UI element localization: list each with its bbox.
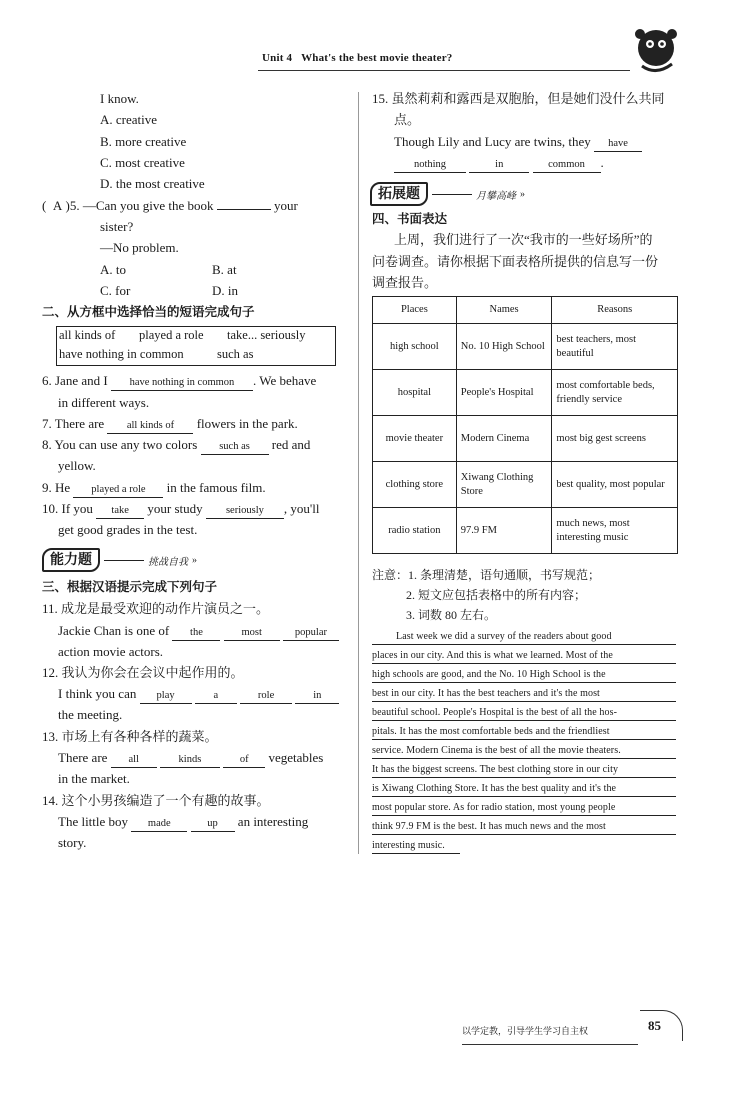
footer-slogan: 以学定教，引导学生学习自主权 (462, 1027, 589, 1037)
table-header: Names (456, 297, 552, 324)
q5-option-c: C. for (100, 283, 131, 298)
q14-answer-2: up (191, 817, 235, 832)
survey-table (372, 296, 678, 554)
q11-line (58, 622, 339, 641)
table-cell: No. 10 High School (456, 324, 552, 370)
q8-pre: 8. You can use any two colors (42, 437, 198, 452)
footer-divider (462, 1044, 638, 1045)
q12-answer-1: play (140, 689, 192, 704)
q10-answer-2: seriously (206, 504, 284, 519)
q9-line (42, 479, 266, 498)
essay-line: is Xiwang Clothing Store. It has the best quality and it's the (372, 782, 676, 797)
q5-option-d: D. in (212, 283, 238, 298)
page-header (262, 52, 453, 64)
page-number-arc (640, 1010, 683, 1041)
essay-line: interesting music. (372, 839, 460, 854)
essay-line: pitals. It has the most comfortable beds and the friendliest (372, 725, 676, 740)
q12-pre: I think you can (58, 686, 137, 701)
page-number: 85 (648, 1018, 661, 1033)
q5-stem-tail: your (274, 198, 298, 213)
q10-cont: get good grades in the test. (58, 522, 198, 537)
double-chevron-icon: » (192, 554, 197, 566)
q12-line (58, 685, 339, 704)
table-row (373, 370, 678, 416)
table-cell: radio station (373, 508, 457, 554)
banner-dash (432, 194, 472, 195)
q5-option-a: A. to (100, 262, 126, 277)
q11-cont: action movie actors. (58, 644, 164, 659)
q5-line: ( A )5. —Can you give the book your (42, 198, 298, 213)
q10-pre: 10. If you (42, 501, 93, 516)
q14-pre: The little boy (58, 814, 129, 829)
q11-answer-3: popular (283, 626, 339, 641)
q5-stem-cont: sister? (100, 219, 134, 234)
q15-cn-2: 点。 (394, 112, 421, 127)
column-divider (358, 92, 359, 854)
q13-answer-3: of (223, 753, 265, 768)
q8-line (42, 436, 310, 455)
q13-post: vegetables (268, 750, 324, 765)
phrase-item: have nothing in common (59, 347, 184, 361)
table-row (373, 462, 678, 508)
section3-title: 三、根据汉语提示完成下列句子 (42, 579, 218, 594)
q7-post: flowers in the park. (196, 416, 298, 431)
ability-banner (42, 548, 197, 572)
q10-post: , you'll (283, 501, 320, 516)
q5-reply: —No problem. (100, 240, 179, 255)
table-cell: Modern Cinema (456, 416, 552, 462)
q4-option-d: D. the most creative (100, 176, 205, 191)
unit-label: Unit 4 (262, 52, 293, 64)
q4-stem: I know. (100, 91, 139, 106)
q11-answer-2: most (224, 626, 280, 641)
table-cell: clothing store (373, 462, 457, 508)
phrase-item: such as (217, 347, 254, 361)
q14-cont: story. (58, 835, 87, 850)
q14-post: an interesting (237, 814, 309, 829)
q10-mid: your study (147, 501, 203, 516)
essay-line: beautiful school. People's Hospital is the best of all the hos- (372, 706, 676, 721)
q7-pre: 7. There are (42, 416, 105, 431)
q8-cont: yellow. (58, 458, 96, 473)
q5-option-b: B. at (212, 262, 237, 277)
q9-pre: 9. He (42, 480, 71, 495)
table-cell: 97.9 FM (456, 508, 552, 554)
essay-line: most popular store. As for radio station, most young people (372, 801, 676, 816)
q15-line-2 (394, 154, 604, 173)
double-chevron-icon: » (520, 188, 525, 200)
q12-answer-3: role (240, 689, 292, 704)
section2-title: 二、从方框中选择恰当的短语完成句子 (42, 304, 255, 319)
table-header: Reasons (552, 297, 678, 324)
section4-title: 四、书面表达 (372, 211, 448, 226)
q10-line (42, 500, 320, 519)
q15-pre: Though Lily and Lucy are twins, they (394, 134, 591, 149)
q14-cn: 14. 这个小男孩编造了一个有趣的故事。 (42, 793, 270, 808)
q12-cont: the meeting. (58, 707, 123, 722)
q9-post: in the famous film. (166, 480, 266, 495)
essay-line: high schools are good, and the No. 10 High School is the (372, 668, 676, 683)
table-cell: movie theater (373, 416, 457, 462)
q12-answer-4: in (295, 689, 339, 704)
q15-answer-4: common (533, 158, 601, 173)
table-header: Places (373, 297, 457, 324)
q15-cn-1: 15. 虽然莉莉和露西是双胞胎，但是她们没什么共同 (372, 91, 665, 106)
section4-prompt-2: 问卷调查。请你根据下面表格所提供的信息写一份 (372, 254, 659, 269)
q13-line (58, 749, 323, 768)
phrase-item: played a role (139, 328, 204, 342)
q15-post: . (600, 155, 604, 170)
q6-line (42, 372, 316, 391)
table-cell: best teachers, most beautiful (552, 324, 678, 370)
essay-line: Last week we did a survey of the readers about good (372, 630, 676, 645)
ability-banner-title: 能力题 (42, 548, 100, 572)
essay-line: places in our city. And this is what we learned. Most of the (372, 649, 676, 664)
table-cell: hospital (373, 370, 457, 416)
q5-answer: A (52, 198, 63, 213)
q9-answer: played a role (73, 483, 163, 498)
table-cell: much news, most interesting music (552, 508, 678, 554)
ability-banner-sub: 挑战自我 (148, 556, 188, 568)
table-cell: Xiwang Clothing Store (456, 462, 552, 508)
q14-answer-1: made (131, 817, 187, 832)
q4-option-a: A. creative (100, 112, 158, 127)
header-divider (258, 70, 630, 71)
q4-option-c: C. most creative (100, 155, 185, 170)
q6-pre: 6. Jane and I (42, 373, 108, 388)
q11-answer-1: the (172, 626, 220, 641)
table-row (373, 508, 678, 554)
table-cell: most comfortable beds, friendly service (552, 370, 678, 416)
q4-option-b: B. more creative (100, 134, 187, 149)
section4-prompt-1: 上周，我们进行了一次“我市的一些好场所”的 (394, 232, 653, 247)
q10-answer-1: take (96, 504, 144, 519)
q6-answer: have nothing in common (111, 376, 253, 391)
table-cell: People's Hospital (456, 370, 552, 416)
table-cell: best quality, most popular (552, 462, 678, 508)
q15-answer-1: have (594, 137, 642, 152)
q7-answer: all kinds of (107, 419, 193, 434)
phrase-item: all kinds of (59, 328, 116, 342)
mascot-icon (628, 22, 684, 78)
table-cell: high school (373, 324, 457, 370)
q5-blank (217, 209, 271, 210)
banner-dash (104, 560, 144, 561)
q8-post: red and (271, 437, 311, 452)
note-3: 3. 词数 80 左右。 (406, 608, 497, 622)
q13-cn: 13. 市场上有各种各样的蔬菜。 (42, 729, 218, 744)
q6-cont: in different ways. (58, 395, 150, 410)
q11-pre: Jackie Chan is one of (58, 623, 170, 638)
q15-answer-2: nothing (394, 158, 466, 173)
unit-title: What's the best movie theater? (301, 52, 453, 64)
q11-cn: 11. 成龙是最受欢迎的动作片演员之一。 (42, 601, 270, 616)
essay-line: It has the biggest screens. The best clothing store in our city (372, 763, 676, 778)
table-row (373, 324, 678, 370)
table-cell: most big gest screens (552, 416, 678, 462)
table-header-row (373, 297, 678, 324)
q13-pre: There are (58, 750, 108, 765)
q6-post: . We behave (252, 373, 317, 388)
q14-line (58, 813, 308, 832)
q15-line (394, 133, 642, 152)
q13-cont: in the market. (58, 771, 130, 786)
q8-answer: such as (201, 440, 269, 455)
section4-prompt-3: 调查报告。 (372, 275, 438, 290)
q12-answer-2: a (195, 689, 237, 704)
essay-line: best in our city. It has the best teachers and it's the most (372, 687, 676, 702)
q12-cn: 12. 我认为你会在会议中起作用的。 (42, 665, 244, 680)
essay-line: think 97.9 FM is the best. It has much news and the most (372, 820, 676, 835)
note-1: 注意：1. 条理清楚，语句通顺，书写规范； (372, 568, 601, 582)
extension-banner-title: 拓展题 (370, 182, 428, 206)
q13-answer-1: all (111, 753, 157, 768)
q15-answer-3: in (469, 158, 529, 173)
q7-line (42, 415, 298, 434)
extension-banner-sub: 月攀高峰 (476, 190, 516, 202)
phrase-box (56, 326, 336, 366)
extension-banner (370, 182, 525, 206)
essay-line: service. Modern Cinema is the best of all the movie theaters. (372, 744, 676, 759)
q13-answer-2: kinds (160, 753, 220, 768)
q5-stem: )5. —Can you give the book (65, 198, 214, 213)
table-row (373, 416, 678, 462)
phrase-item: take... seriously (227, 328, 306, 342)
note-2: 2. 短文应包括表格中的所有内容； (406, 588, 587, 602)
